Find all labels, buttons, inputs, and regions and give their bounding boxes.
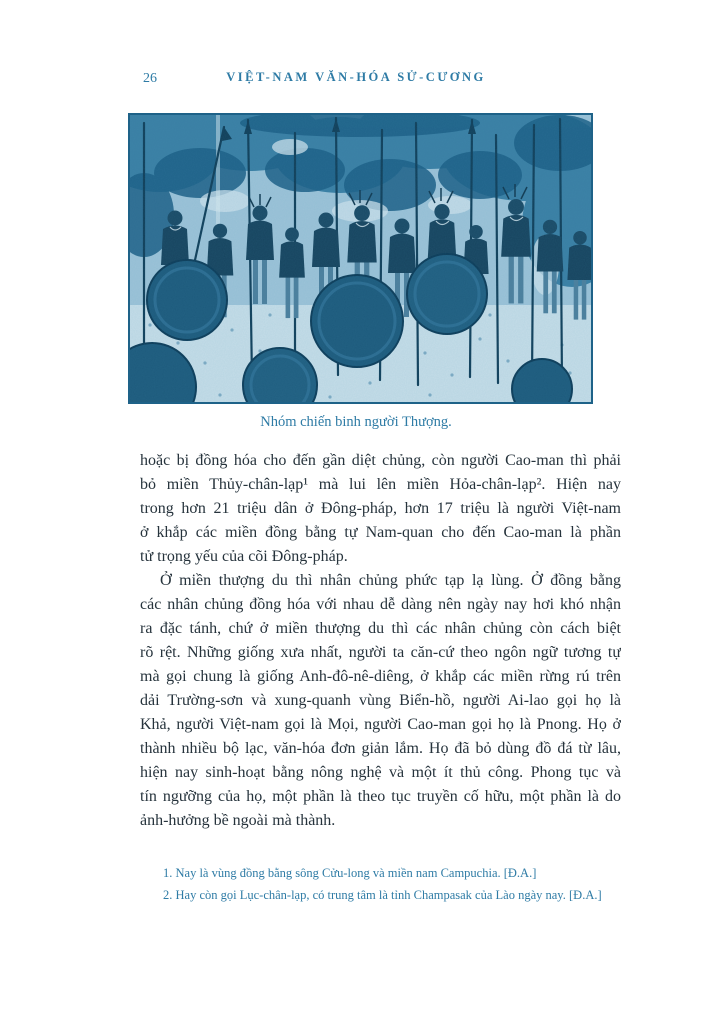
footnote: 1. Nay là vùng đồng bằng sông Cửu-long và miền nam Campuchia. [Đ.A.] bbox=[163, 866, 537, 880]
body-line: ra đặc tánh, chứ ở miền thượng du thì các nhân chủng còn cách biệt bbox=[140, 620, 621, 637]
body-line: mà gọi chung là giống Anh-đô-nê-diêng, ở khắp các miền rừng rú trên bbox=[140, 668, 621, 685]
body-line: các nhân chủng đồng hóa với nhau dễ dàng nên ngày nay hơi khó nhận bbox=[140, 596, 621, 613]
body-line: hiện nay sinh-hoạt bằng nông nghệ và một ít thủ công. Phong tục và bbox=[140, 764, 621, 781]
running-title: VIỆT-NAM VĂN-HÓA SỬ-CƯƠNG bbox=[226, 70, 486, 84]
body-line: ảnh-hưởng bề ngoài mà thành. bbox=[140, 812, 336, 829]
figure-caption: Nhóm chiến binh người Thượng. bbox=[260, 414, 452, 430]
body-line: tử trọng yếu của cõi Đông-pháp. bbox=[140, 548, 348, 565]
body-line: hoặc bị đồng hóa cho đến gần diệt chủng, còn người Cao-man thì phải bbox=[140, 452, 621, 469]
body-line: Ở miền thượng du thì nhân chủng phức tạp lạ lùng. Ở đồng bằng bbox=[160, 572, 621, 589]
body-line: trong hơn 21 triệu dân ở Đông-pháp, hơn 17 triệu là người Việt-nam bbox=[140, 500, 621, 517]
body-line: bỏ miền Thủy-chân-lạp¹ mà lui lên miền Hỏa-chân-lạp². Hiện nay bbox=[140, 476, 621, 493]
body-line: thành nhiều bộ lạc, văn-hóa đơn giản lắm. Họ đã bỏ dùng đồ đá từ lâu, bbox=[140, 740, 621, 757]
body-line: ở khắp các miền đồng bằng tự Nam-quan cho đến Cao-man là phần bbox=[140, 524, 621, 541]
warriors-photo-illustration bbox=[130, 115, 591, 402]
page-header bbox=[0, 70, 712, 90]
body-line: rõ rệt. Những giống xưa nhất, người ta căn-cứ theo ngôn ngữ tương tự bbox=[140, 644, 621, 661]
footnotes bbox=[163, 862, 613, 906]
body-text bbox=[140, 449, 621, 833]
footnote: 2. Hay còn gọi Lục-chân-lạp, có trung tâm là tỉnh Champasak của Lào ngày nay. [Đ.A.] bbox=[163, 888, 602, 902]
body-line: Khả, người Việt-nam gọi là Mọi, người Cao-man gọi họ là Pnong. Họ ở bbox=[140, 716, 621, 733]
body-line: tín ngưỡng của họ, một phần là theo tục truyền cố hữu, một phần là do bbox=[140, 788, 621, 805]
warriors-photo bbox=[128, 113, 593, 404]
body-line: dải Trường-sơn và xung-quanh vùng Biển-hồ, người Ai-lao gọi họ là bbox=[140, 692, 621, 709]
page-number: 26 bbox=[143, 71, 157, 86]
